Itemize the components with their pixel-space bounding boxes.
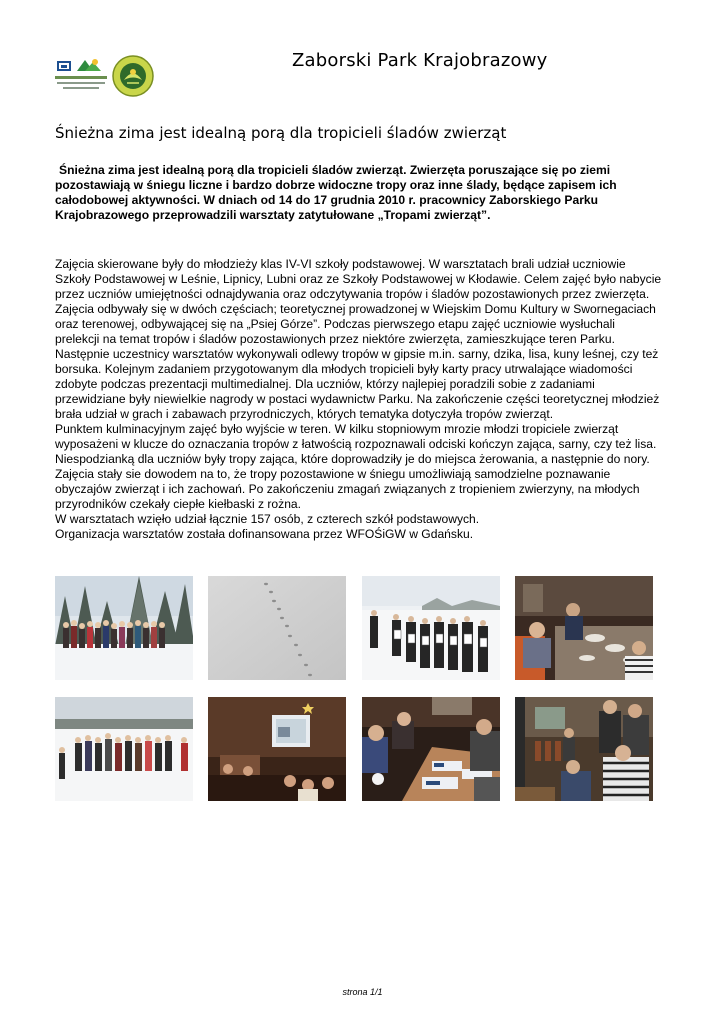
body-line: Organizacja warsztatów została dofinansowana przez WFOŚiGW w Gdańsku.: [55, 527, 474, 541]
body-line: Zajęcia stały sie dowodem na to, że tropy pozostawione w śniegu umożliwiają samodzielne poznawanie: [55, 467, 611, 481]
body-line: zdobyte podczas prezentacji multimedialnej. Dla uczniów, którzy najlepiej poradzili sobie z zadaniami: [55, 377, 595, 391]
body-line: przez uczniów umiejętności odnajdywania oraz odczytywania tropów i śladów pozostawionych przez zwierzęta.: [55, 287, 650, 301]
photo-plaster-casting: [515, 576, 653, 680]
body-line: Następnie uczestnicy warsztatów wykonywali odlewy tropów w gipsie m.in. sarny, dzika, lisa, kuny leśnej, czy też: [55, 347, 659, 361]
body-line: borsuka. Kolejnym zadaniem przygotowanym dla młodych tropicieli były karty pracy utrwalające wiadomości: [55, 362, 633, 376]
photo-children-with-cards: [362, 576, 500, 680]
photo-group-forest: [55, 576, 193, 680]
photo-children-at-tables: [362, 697, 500, 801]
article-body: [55, 257, 675, 542]
body-line: Zajęcia odbywały się w dwóch częściach; teoretycznej prowadzonej w Wiejskim Domu Kultury w Swornegaciach: [55, 302, 656, 316]
photo-group-frozen-lake: [55, 697, 193, 801]
lead-line: całodobowej aktywności. W dniach od 14 do 17 grudnia 2010 r. pracownicy Zaborskiego Parku: [55, 193, 599, 207]
body-line: Szkoły Podstawowej w Leśnie, Lipnicy, Lubni oraz ze Szkoły Podstawowej w Kłodawie. Celem zajęć było nabycie: [55, 272, 662, 286]
body-line: przyrodników czekały ciepłe kiełbaski z rożna.: [55, 497, 302, 511]
body-line: obyczajów zwierząt i ich zachowań. Po zakończeniu zmagań związanych z tropieniem zwierzyny, na młodych: [55, 482, 640, 496]
body-line: wyposażeni w klucze do oznaczania tropów z łatwością rozpoznawali odciski kończyn zająca, sarny, czy też lisa.: [55, 437, 657, 451]
body-line: oraz terenowej, odbywającej się na „Psiej Górze”. Podczas pierwszego etapu zajęć uczniowie wysłuchali: [55, 317, 615, 331]
site-title: Zaborski Park Krajobrazowy: [292, 50, 548, 71]
biosphere-reserve-logo: [55, 57, 107, 95]
article-title: Śnieżna zima jest idealną porą dla tropicieli śladów zwierząt: [55, 124, 507, 142]
body-line: Zajęcia skierowane były do młodzieży klas IV-VI szkoły podstawowej. W warsztatach brali udział uczniowie: [55, 257, 626, 271]
zaborski-park-logo: [112, 55, 154, 97]
header-logos: [55, 55, 155, 97]
page-number: strona 1/1: [342, 987, 383, 997]
body-line: Punktem kulminacyjnym zajęć było wyjście w teren. W kilku stopniowym mrozie młodzi tropiciele zwierząt: [55, 422, 619, 436]
article-lead: [55, 163, 667, 223]
body-line: Niespodzianką dla uczniów były tropy zająca, które doprowadziły je do miejsca żerowania, a następnie do nory.: [55, 452, 650, 466]
photo-presentation-hall: [208, 697, 346, 801]
lead-line: Krajobrazowego przeprowadzili warsztaty zatytułowane „Tropami zwierząt”.: [55, 208, 491, 222]
body-line: przewidziane były niewielkie nagrody w postaci wydawnictw Parku. Na zakończenie części teoretycznej młodzież: [55, 392, 660, 406]
body-line: prelekcji na temat tropów i śladów pozostawionych przez niektóre zwierzęta, zamieszkujące teren Parku.: [55, 332, 615, 346]
photo-hall-with-children: [515, 697, 653, 801]
photo-tracks-in-snow: [208, 576, 346, 680]
body-line: brała udział w grach i zabawach przyrodniczych, których tematyka dotyczyła tropów zwierząt.: [55, 407, 554, 421]
lead-line: pozostawiają w śniegu liczne i bardzo dobrze widoczne tropy oraz inne ślady, będące zapisem ich: [55, 178, 617, 192]
body-line: W warsztatach wzięło udział łącznie 157 osób, z czterech szkół podstawowych.: [55, 512, 480, 526]
lead-line: Śnieżna zima jest idealną porą dla tropicieli śladów zwierząt. Zwierzęta poruszające się po ziemi: [59, 163, 611, 177]
